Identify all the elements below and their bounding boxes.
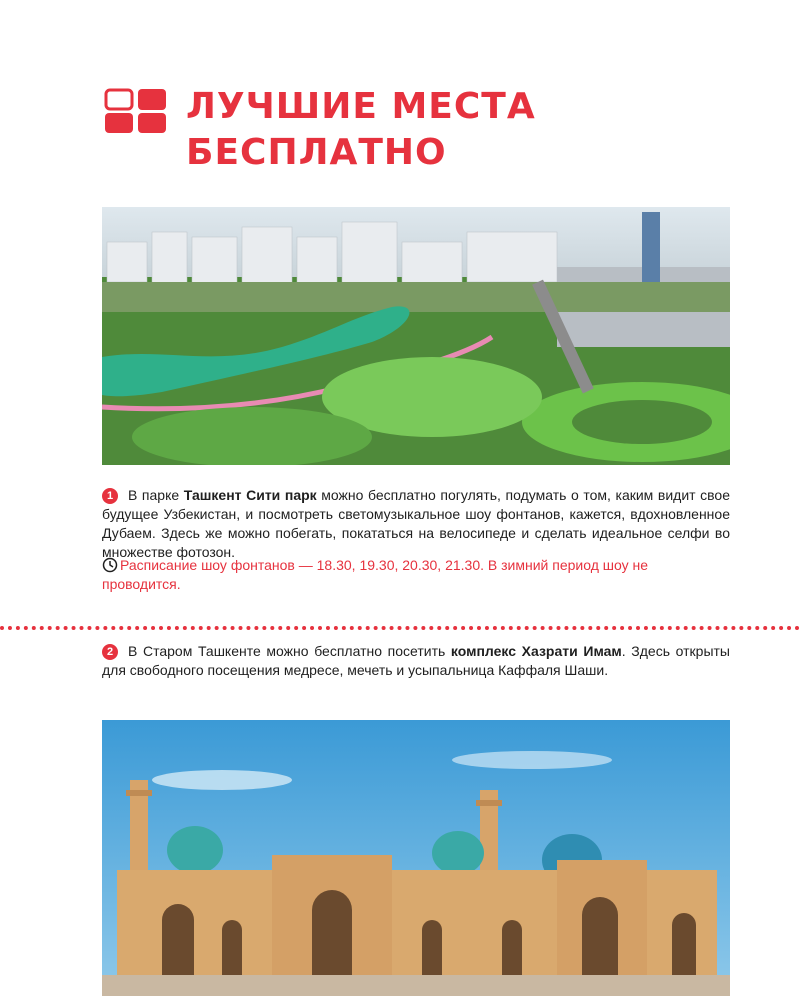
item-number-badge: 1 — [102, 488, 118, 504]
photo-city-park — [102, 207, 730, 465]
item-2-text — [102, 642, 730, 680]
title-line-2: БЕСПЛАТНО — [186, 132, 447, 173]
item-2-highlight: комплекс Хазрати Имам — [450, 643, 622, 659]
clock-icon — [102, 557, 118, 573]
item-1-text — [102, 486, 730, 562]
item-number-badge: 2 — [102, 644, 118, 660]
item-1-text-after: можно бесплатно погулять, подумать о том, каким видит свое будущее Узбекистан, и посмотреть светомузыкальное шоу фонтанов, кажется, вдохновленное Дубаем. Здесь же можно побегать, покататься на велосипеде и сделать идеальное селфи во множестве фотозон. — [102, 487, 730, 560]
grid-icon — [104, 88, 168, 134]
page-title — [186, 84, 536, 176]
item-2-text-after: . Здесь открыты для свободного посещения медресе, мечеть и усыпальница Каффаля Шаши. — [102, 643, 730, 678]
photo-hazrati-imam — [102, 720, 730, 996]
dotted-divider — [0, 626, 800, 630]
item-1-highlight: Ташкент Сити парк — [183, 487, 317, 503]
item-2-text-before: В Старом Ташкенте можно бесплатно посетить — [128, 643, 451, 659]
schedule-note-text: Расписание шоу фонтанов — 18.30, 19.30, 20.30, 21.30. В зимний период шоу не проводится. — [102, 557, 649, 592]
item-1-text-before: В парке — [128, 487, 184, 503]
schedule-note — [102, 556, 730, 594]
title-line-1: ЛУЧШИЕ МЕСТА — [186, 86, 536, 127]
